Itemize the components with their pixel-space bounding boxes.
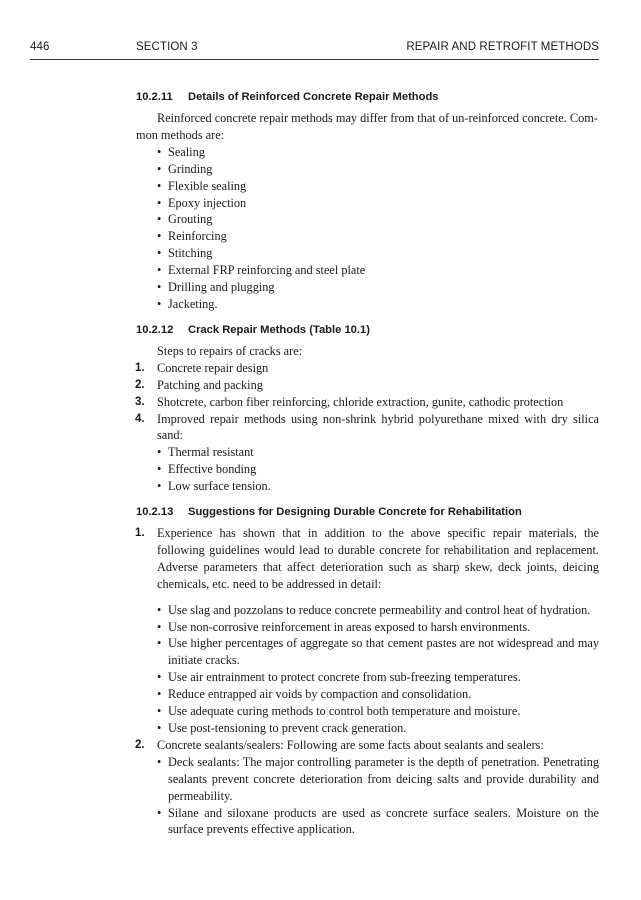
section-title: Details of Reinforced Concrete Repair Methods [188, 91, 439, 103]
item-number: 1. [135, 527, 145, 540]
list-item: • Use adequate curing methods to control both temperature and moisture. [157, 703, 599, 720]
guidelines-list [136, 602, 599, 737]
page-number: 446 [30, 41, 50, 53]
section-number: 10.2.11 [136, 91, 173, 103]
numbered-item [136, 394, 599, 411]
list-item: • Drilling and plugging [157, 279, 599, 296]
list-item: • Low surface tension. [157, 478, 599, 495]
list-item: • Thermal resistant [157, 444, 599, 461]
item-text: Concrete repair design [157, 360, 269, 375]
list-item: • Use post-tensioning to prevent crack generation. [157, 720, 599, 737]
item-number: 2. [135, 738, 145, 751]
list-item: • Grinding [157, 161, 599, 178]
item-text: Experience has shown that in addition to the above specific repair materials, the following guidelines would lead to durable concrete for rehabilitation and replacement. Adverse parameters that affect deterioration such as sharp skew, deck joints, deicing chemicals, etc. need to be addressed in detail: [157, 526, 599, 591]
section-title: Crack Repair Methods (Table 10.1) [188, 323, 370, 336]
list-item: • Reduce entrapped air voids by compaction and consolidation. [157, 686, 599, 703]
numbered-item [136, 737, 599, 754]
list-item: • External FRP reinforcing and steel plate [157, 262, 599, 279]
intro-line-2: mon methods are: [136, 127, 225, 142]
list-item: • Jacketing. [157, 296, 599, 313]
list-item: • Flexible sealing [157, 178, 599, 195]
list-item: • Use air entrainment to protect concrete from sub-freezing temperatures. [157, 669, 599, 686]
item-number: 3. [135, 395, 145, 408]
list-item: • Use non-corrosive reinforcement in areas exposed to harsh environments. [157, 619, 599, 636]
repair-methods-list [136, 144, 599, 313]
section-intro: Steps to repairs of cracks are: [157, 343, 303, 358]
list-item: • Stitching [157, 245, 599, 262]
numbered-item [136, 360, 599, 377]
list-item: • Grouting [157, 211, 599, 228]
header-rule [30, 59, 599, 60]
crack-repair-steps [136, 360, 599, 445]
list-item: • Silane and siloxane products are used as concrete surface sealers. Moisture on the surface prevents effective application. [157, 805, 599, 839]
sub-bullet-list [136, 444, 599, 495]
list-item: • Use higher percentages of aggregate so that cement pastes are not widespread and may initiate cracks. [157, 635, 599, 669]
numbered-item [136, 411, 599, 445]
item-text: Improved repair methods using non-shrink hybrid polyurethane mixed with dry silica sand: [157, 411, 599, 443]
item-text: Shotcrete, carbon fiber reinforcing, chloride extraction, gunite, cathodic protection [157, 394, 564, 409]
item-number: 4. [135, 412, 145, 425]
item-number: 2. [135, 378, 145, 391]
intro-line-1: Reinforced concrete repair methods may differ from that of un-reinforced concrete. Com- [157, 111, 598, 125]
list-item: • Deck sealants: The major controlling parameter is the depth of penetration. Penetrating sealants prevent concrete deterioration from deicing salts and provide durability and permeability. [157, 754, 599, 805]
durable-concrete-list [136, 525, 599, 593]
page-body [136, 89, 599, 838]
list-item: • Effective bonding [157, 461, 599, 478]
section-number: 10.2.13 [136, 506, 174, 519]
section-label: SECTION 3 [136, 41, 198, 53]
section-intro [136, 110, 599, 144]
section-heading-10-2-12 [136, 322, 599, 338]
running-title: REPAIR AND RETROFIT METHODS [406, 41, 599, 53]
item-number: 1. [135, 361, 145, 374]
section-title: Suggestions for Designing Durable Concrete for Rehabilitation [188, 506, 522, 519]
sealer-facts-list [136, 754, 599, 839]
item-text: Patching and packing [157, 377, 263, 392]
list-item: • Reinforcing [157, 228, 599, 245]
list-item: • Use slag and pozzolans to reduce concrete permeability and control heat of hydration. [157, 602, 599, 619]
sealants-list [136, 737, 599, 754]
numbered-item [136, 525, 599, 593]
list-item: • Epoxy injection [157, 195, 599, 212]
section-number: 10.2.12 [136, 323, 174, 336]
item-text: Concrete sealants/sealers: Following are some facts about sealants and sealers: [157, 737, 544, 752]
numbered-item [136, 377, 599, 394]
section-heading-10-2-11 [136, 89, 599, 105]
section-heading-10-2-13 [136, 504, 599, 520]
list-item: • Sealing [157, 144, 599, 161]
